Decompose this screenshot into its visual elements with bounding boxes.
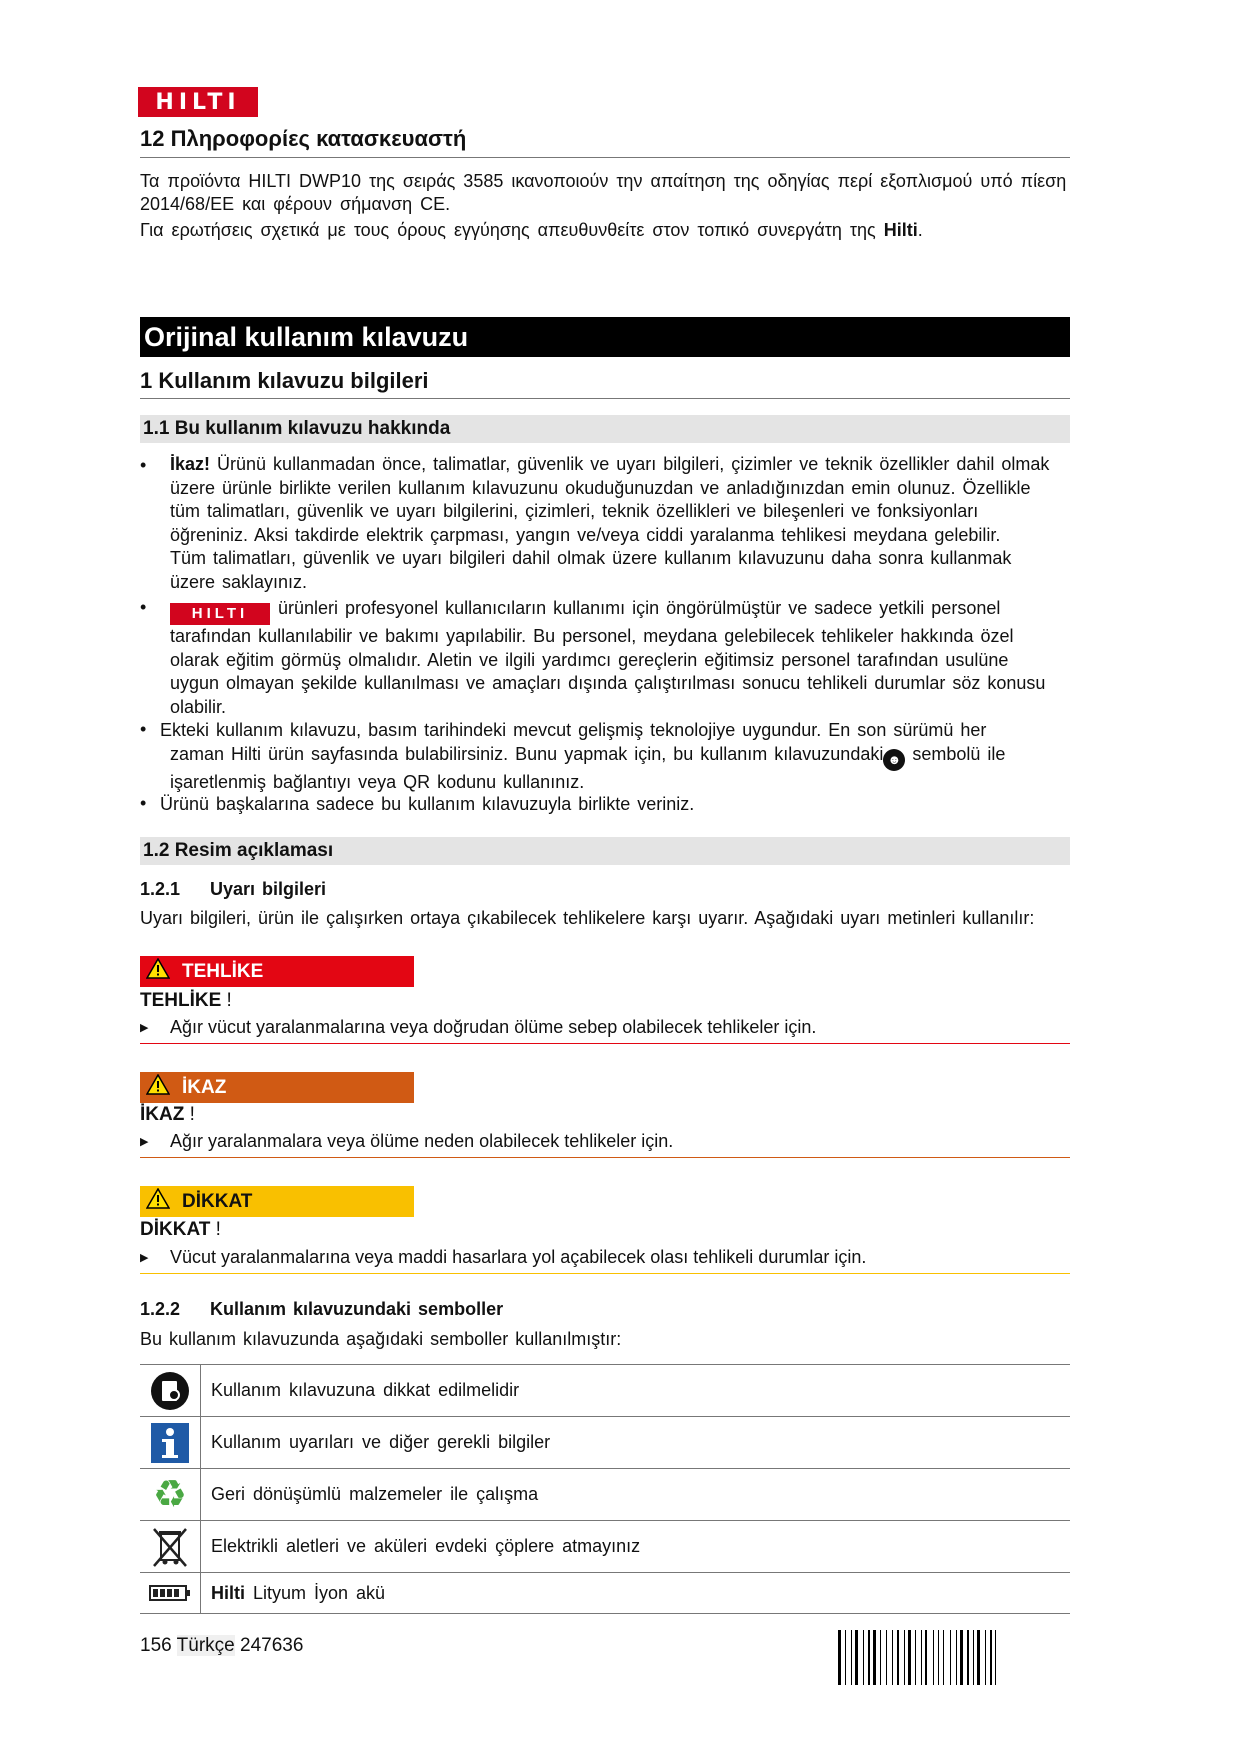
barcode-bar — [908, 1630, 911, 1685]
recycle-icon: ♻ — [140, 1469, 201, 1520]
barcode-bar — [967, 1630, 969, 1685]
barcode-bar — [929, 1630, 932, 1685]
page-number: 156 — [140, 1635, 172, 1656]
barcode-bar — [855, 1630, 858, 1685]
barcode-bar — [897, 1630, 899, 1685]
caution-label-box: DİKKAT — [140, 1186, 414, 1217]
warning-rule — [140, 1157, 1070, 1158]
barcode-bar — [940, 1630, 942, 1685]
caution-rule — [140, 1273, 1070, 1274]
section-12-paragraph-2: Για ερωτήσεις σχετικά με τους όρους εγγύησης απευθυνθείτε στον τοπικό συνεργάτη της Hilti. — [140, 220, 923, 240]
warning-label-box: İKAZ — [140, 1072, 414, 1103]
barcode-bar — [925, 1630, 927, 1685]
barcode-bar — [970, 1630, 971, 1685]
section-1-2-2-title: Kullanım kılavuzundaki semboller — [210, 1299, 504, 1319]
table-row — [140, 1417, 1070, 1469]
doc-number: 247636 — [240, 1635, 304, 1656]
read-manual-icon — [140, 1365, 201, 1416]
info-icon — [140, 1417, 201, 1468]
barcode-bar — [860, 1630, 862, 1685]
warning-signal-word: İKAZ ! — [140, 1104, 195, 1125]
symbol-description: Geri dönüşümlü malzemeler ile çalışma — [211, 1484, 539, 1504]
manual-title-bar: Orijinal kullanım kılavuzu — [140, 317, 1070, 357]
barcode-bar — [995, 1630, 996, 1685]
barcode-bar — [993, 1630, 994, 1685]
barcode-bar — [950, 1630, 951, 1685]
barcode-bar — [917, 1630, 919, 1685]
danger-label-box: TEHLİKE — [140, 956, 414, 987]
barcode-bar — [923, 1630, 924, 1685]
barcode-bar — [943, 1630, 944, 1685]
warning-description: ▶ Ağır yaralanmalara veya ölüme neden olabilecek tehlikeler için. — [140, 1131, 674, 1151]
barcode-bar — [904, 1630, 905, 1685]
barcode-bar — [975, 1630, 976, 1685]
list-item: Ürünü başkalarına sadece bu kullanım kılavuzuyla birlikte veriniz. — [160, 794, 695, 814]
barcode-bar — [880, 1630, 881, 1685]
barcode-bar — [906, 1630, 907, 1685]
table-row — [140, 1573, 1070, 1614]
barcode-bar — [845, 1630, 846, 1685]
divider — [140, 398, 1070, 399]
barcode-bar — [843, 1630, 844, 1685]
barcode-bar — [886, 1630, 887, 1685]
read-manual-icon: ☻ — [883, 749, 905, 771]
section-1-2-1-number: 1.2.1 — [140, 879, 181, 899]
footer-language: Türkçe — [176, 1635, 235, 1656]
barcode-bar — [851, 1630, 852, 1685]
barcode-bar — [878, 1630, 879, 1685]
barcode-bar — [900, 1630, 902, 1685]
symbol-description: Kullanım kılavuzuna dikkat edilmelidir — [211, 1380, 520, 1400]
barcode-bar — [933, 1630, 934, 1685]
section-1-2-1-title: Uyarı bilgileri — [210, 879, 327, 899]
danger-signal-word: TEHLİKE ! — [140, 990, 232, 1011]
barcode-bar — [871, 1630, 872, 1685]
section-12-title: 12 Πληροφορίες κατασκευαστή — [140, 126, 467, 151]
bullet: • — [140, 455, 147, 475]
section-1-title: 1 Kullanım kılavuzu bilgileri — [140, 368, 429, 393]
section-1-1-title: 1.1 Bu kullanım kılavuzu hakkında — [140, 415, 1070, 443]
warnings-intro: Uyarı bilgileri, ürün ile çalışırken ortaya çıkabilecek tehlikelere karşı uyarır. Aşağıdaki uyarı metinleri kullanılır: — [140, 908, 1035, 928]
barcode-bar — [946, 1630, 949, 1685]
barcode-bar — [892, 1630, 893, 1685]
barcode-bar — [935, 1630, 936, 1685]
barcode-bar — [973, 1630, 974, 1685]
barcode-bar — [913, 1630, 914, 1685]
barcode-bar — [865, 1630, 866, 1685]
page-footer — [140, 1635, 303, 1657]
symbol-description: Hilti Lityum İyon akü — [211, 1582, 386, 1603]
barcode-bar — [915, 1630, 916, 1685]
barcode-bar — [987, 1630, 988, 1685]
bullet: • — [140, 793, 147, 813]
warning-triangle-icon — [146, 1074, 170, 1101]
section-1-2-2-number: 1.2.2 — [140, 1299, 181, 1319]
table-row — [140, 1365, 1070, 1417]
caution-signal-word: DİKKAT ! — [140, 1219, 221, 1240]
barcode-bar — [965, 1630, 966, 1685]
barcode-bar — [998, 1630, 1001, 1685]
barcode-bar — [960, 1630, 963, 1685]
barcode-bar — [921, 1630, 922, 1685]
barcode-bar — [868, 1630, 870, 1685]
section-12-paragraph-1: Τα προϊόντα HILTI DWP10 της σειράς 3585 ικανοποιούν την απαίτηση της οδηγίας περί εξοπλισμού υπό πίεση 2014/68/ΕΕ και φέρουν σήμανση CE. — [140, 171, 1067, 214]
table-row — [140, 1521, 1070, 1573]
barcode-bar — [853, 1630, 854, 1685]
bullet: • — [140, 719, 147, 739]
section-1-2-title: 1.2 Resim açıklaması — [140, 837, 1070, 865]
list-item: HILTI ürünleri profesyonel kullanıcıların kullanımı için öngörülmüştür ve sadece yetkili personel tarafından kullanılabilir ve bakımı yapılabilir. Bu personel, meydana gelebilecek tehlikeler hakkında özel olarak eğitim görmüş olmalıdır. Aletin ve ilgili yardımcı gereçlerin eğitimsiz personel tarafından usulüne uygun olmayan şekilde kullanılması ve amaçları dışında çalıştırılması sonucu tehlikeli durumlar söz konusu olabilir. — [170, 598, 1046, 717]
barcode-bar — [977, 1630, 980, 1685]
warning-triangle-icon — [146, 958, 170, 985]
hilti-logo-inline: HILTI — [170, 603, 270, 625]
divider — [140, 157, 1070, 158]
barcode-bar — [895, 1630, 896, 1685]
crossed-bin-icon — [140, 1521, 201, 1572]
barcode-bar — [990, 1630, 992, 1685]
barcode-bar — [956, 1630, 957, 1685]
symbol-description: Elektrikli aletleri ve aküleri evdeki çöplere atmayınız — [211, 1536, 641, 1556]
barcode-bar — [958, 1630, 959, 1685]
symbols-intro: Bu kullanım kılavuzunda aşağıdaki semboller kullanılmıştır: — [140, 1329, 622, 1349]
caution-description: ▶ Vücut yaralanmalarına veya maddi hasarlara yol açabilecek olası tehlikeli durumlar için. — [140, 1247, 867, 1267]
barcode-bar — [888, 1630, 891, 1685]
warning-triangle-icon — [146, 1188, 170, 1215]
barcode-bar — [863, 1630, 864, 1685]
barcode-bar — [838, 1630, 841, 1685]
bullet: • — [140, 597, 147, 617]
symbols-table — [140, 1365, 1070, 1614]
barcode — [838, 1630, 1068, 1685]
symbol-description: Kullanım uyarıları ve diğer gerekli bilgiler — [211, 1432, 551, 1452]
table-row — [140, 1469, 1070, 1521]
hilti-logo: HILTI — [138, 87, 258, 117]
list-item: İkaz! Ürünü kullanmadan önce, talimatlar, güvenlik ve uyarı bilgileri, çizimler ve teknik özellikler dahil olmak üzere ürünle birlikte verilen kullanım kılavuzunu okuduğunuzdan ve anladığınızdan emin olunuz. Özellikle tüm talimatları, güvenlik ve uyarı bilgilerini, çizimleri, teknik özellikleri ve bileşenleri ve fonksiyonları öğreniniz. Aksi takdirde elektrik çarpması, yangın ve/veya ciddi yaralanma tehlikesi meydana gelebilir. Tüm talimatları, güvenlik ve uyarı bilgileri dahil olmak üzere kullanım kılavuzunu daha sonra kullanmak üzere saklayınız. — [170, 454, 1050, 592]
barcode-bar — [847, 1630, 849, 1685]
list-item: Ekteki kullanım kılavuzu, basım tarihindeki mevcut gelişmiş teknolojiye uygundur. En son sürümü her zaman Hilti ürün sayfasında bulabilirsiniz. Bunu yapmak için, bu kullanım kılavuzundaki ☻ sembolü ile işaretlenmiş bağlantıyı veya QR kodunu kullanınız. — [160, 720, 1006, 792]
barcode-bar — [952, 1630, 954, 1685]
barcode-bar — [873, 1630, 876, 1685]
danger-rule — [140, 1043, 1070, 1044]
barcode-bar — [938, 1630, 939, 1685]
barcode-bar — [982, 1630, 984, 1685]
battery-icon — [140, 1573, 201, 1613]
danger-description: ▶ Ağır vücut yaralanmalarına veya doğrudan ölüme sebep olabilecek tehlikeler için. — [140, 1017, 817, 1037]
barcode-bar — [985, 1630, 986, 1685]
barcode-bar — [882, 1630, 884, 1685]
